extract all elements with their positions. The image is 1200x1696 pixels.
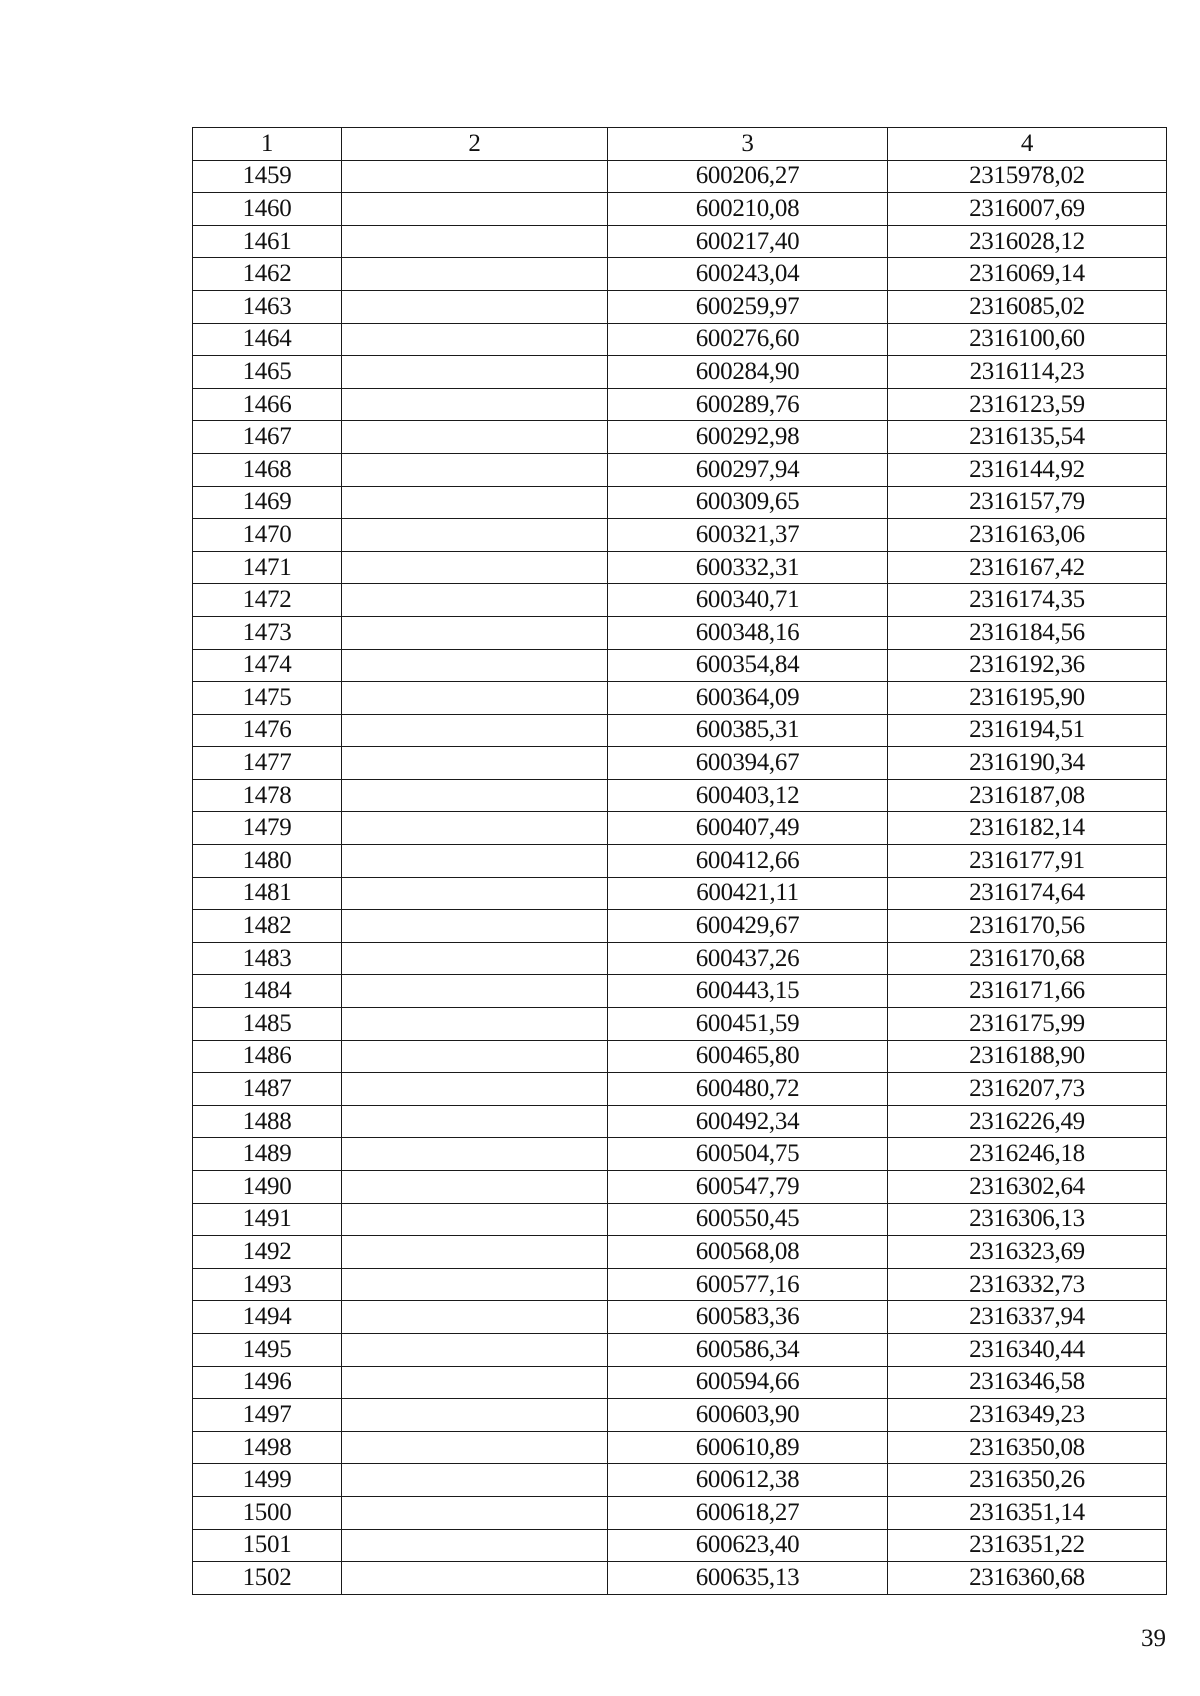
description-cell bbox=[342, 1040, 608, 1073]
point-number-cell: 1460 bbox=[193, 193, 342, 226]
description-cell bbox=[342, 1203, 608, 1236]
table-row bbox=[193, 1562, 1167, 1595]
table-row bbox=[193, 910, 1167, 943]
point-number-cell: 1498 bbox=[193, 1431, 342, 1464]
description-cell bbox=[342, 616, 608, 649]
x-coordinate-cell: 600437,26 bbox=[608, 942, 888, 975]
y-coordinate-cell: 2316175,99 bbox=[888, 1008, 1167, 1041]
y-coordinate-cell: 2316182,14 bbox=[888, 812, 1167, 845]
description-cell bbox=[342, 747, 608, 780]
y-coordinate-cell: 2316069,14 bbox=[888, 258, 1167, 291]
x-coordinate-cell: 600403,12 bbox=[608, 779, 888, 812]
description-cell bbox=[342, 812, 608, 845]
point-number-cell: 1493 bbox=[193, 1268, 342, 1301]
table-row bbox=[193, 1073, 1167, 1106]
point-number-cell: 1484 bbox=[193, 975, 342, 1008]
table-row bbox=[193, 323, 1167, 356]
description-cell bbox=[342, 1562, 608, 1595]
table-row bbox=[193, 193, 1167, 226]
description-cell bbox=[342, 845, 608, 878]
header-col-2: 2 bbox=[342, 128, 608, 161]
y-coordinate-cell: 2316346,58 bbox=[888, 1366, 1167, 1399]
table-row bbox=[193, 682, 1167, 715]
x-coordinate-cell: 600276,60 bbox=[608, 323, 888, 356]
point-number-cell: 1476 bbox=[193, 714, 342, 747]
y-coordinate-cell: 2316192,36 bbox=[888, 649, 1167, 682]
x-coordinate-cell: 600309,65 bbox=[608, 486, 888, 519]
point-number-cell: 1491 bbox=[193, 1203, 342, 1236]
table-row bbox=[193, 1105, 1167, 1138]
table-row bbox=[193, 1399, 1167, 1432]
coordinates-table bbox=[192, 127, 1167, 1595]
description-cell bbox=[342, 1268, 608, 1301]
description-cell bbox=[342, 356, 608, 389]
x-coordinate-cell: 600289,76 bbox=[608, 388, 888, 421]
point-number-cell: 1487 bbox=[193, 1073, 342, 1106]
description-cell bbox=[342, 1301, 608, 1334]
table-row bbox=[193, 551, 1167, 584]
y-coordinate-cell: 2316302,64 bbox=[888, 1171, 1167, 1204]
table-row bbox=[193, 160, 1167, 193]
table-row bbox=[193, 747, 1167, 780]
y-coordinate-cell: 2316323,69 bbox=[888, 1236, 1167, 1269]
y-coordinate-cell: 2316135,54 bbox=[888, 421, 1167, 454]
x-coordinate-cell: 600603,90 bbox=[608, 1399, 888, 1432]
point-number-cell: 1478 bbox=[193, 779, 342, 812]
y-coordinate-cell: 2316174,64 bbox=[888, 877, 1167, 910]
table-row bbox=[193, 584, 1167, 617]
point-number-cell: 1494 bbox=[193, 1301, 342, 1334]
y-coordinate-cell: 2316306,13 bbox=[888, 1203, 1167, 1236]
x-coordinate-cell: 600504,75 bbox=[608, 1138, 888, 1171]
y-coordinate-cell: 2316351,14 bbox=[888, 1496, 1167, 1529]
point-number-cell: 1470 bbox=[193, 519, 342, 552]
point-number-cell: 1482 bbox=[193, 910, 342, 943]
description-cell bbox=[342, 682, 608, 715]
x-coordinate-cell: 600451,59 bbox=[608, 1008, 888, 1041]
table-row bbox=[193, 1236, 1167, 1269]
x-coordinate-cell: 600394,67 bbox=[608, 747, 888, 780]
point-number-cell: 1488 bbox=[193, 1105, 342, 1138]
point-number-cell: 1477 bbox=[193, 747, 342, 780]
table-body bbox=[193, 160, 1167, 1594]
x-coordinate-cell: 600210,08 bbox=[608, 193, 888, 226]
table-row bbox=[193, 812, 1167, 845]
y-coordinate-cell: 2316226,49 bbox=[888, 1105, 1167, 1138]
x-coordinate-cell: 600612,38 bbox=[608, 1464, 888, 1497]
y-coordinate-cell: 2315978,02 bbox=[888, 160, 1167, 193]
description-cell bbox=[342, 714, 608, 747]
y-coordinate-cell: 2316195,90 bbox=[888, 682, 1167, 715]
table-row bbox=[193, 1333, 1167, 1366]
table-row bbox=[193, 1366, 1167, 1399]
x-coordinate-cell: 600340,71 bbox=[608, 584, 888, 617]
table-row bbox=[193, 877, 1167, 910]
point-number-cell: 1483 bbox=[193, 942, 342, 975]
description-cell bbox=[342, 1008, 608, 1041]
point-number-cell: 1500 bbox=[193, 1496, 342, 1529]
description-cell bbox=[342, 453, 608, 486]
description-cell bbox=[342, 649, 608, 682]
x-coordinate-cell: 600364,09 bbox=[608, 682, 888, 715]
x-coordinate-cell: 600623,40 bbox=[608, 1529, 888, 1562]
description-cell bbox=[342, 421, 608, 454]
y-coordinate-cell: 2316188,90 bbox=[888, 1040, 1167, 1073]
table-row bbox=[193, 1138, 1167, 1171]
point-number-cell: 1475 bbox=[193, 682, 342, 715]
point-number-cell: 1496 bbox=[193, 1366, 342, 1399]
point-number-cell: 1489 bbox=[193, 1138, 342, 1171]
point-number-cell: 1495 bbox=[193, 1333, 342, 1366]
y-coordinate-cell: 2316332,73 bbox=[888, 1268, 1167, 1301]
point-number-cell: 1492 bbox=[193, 1236, 342, 1269]
point-number-cell: 1468 bbox=[193, 453, 342, 486]
y-coordinate-cell: 2316100,60 bbox=[888, 323, 1167, 356]
point-number-cell: 1472 bbox=[193, 584, 342, 617]
y-coordinate-cell: 2316167,42 bbox=[888, 551, 1167, 584]
point-number-cell: 1499 bbox=[193, 1464, 342, 1497]
y-coordinate-cell: 2316177,91 bbox=[888, 845, 1167, 878]
x-coordinate-cell: 600586,34 bbox=[608, 1333, 888, 1366]
table-row bbox=[193, 1008, 1167, 1041]
description-cell bbox=[342, 1464, 608, 1497]
x-coordinate-cell: 600321,37 bbox=[608, 519, 888, 552]
table-header bbox=[193, 128, 1167, 161]
x-coordinate-cell: 600297,94 bbox=[608, 453, 888, 486]
x-coordinate-cell: 600480,72 bbox=[608, 1073, 888, 1106]
description-cell bbox=[342, 584, 608, 617]
x-coordinate-cell: 600421,11 bbox=[608, 877, 888, 910]
y-coordinate-cell: 2316171,66 bbox=[888, 975, 1167, 1008]
point-number-cell: 1474 bbox=[193, 649, 342, 682]
x-coordinate-cell: 600550,45 bbox=[608, 1203, 888, 1236]
x-coordinate-cell: 600354,84 bbox=[608, 649, 888, 682]
point-number-cell: 1480 bbox=[193, 845, 342, 878]
table-row bbox=[193, 486, 1167, 519]
x-coordinate-cell: 600348,16 bbox=[608, 616, 888, 649]
table-row bbox=[193, 714, 1167, 747]
table-row bbox=[193, 453, 1167, 486]
y-coordinate-cell: 2316163,06 bbox=[888, 519, 1167, 552]
table-row bbox=[193, 616, 1167, 649]
x-coordinate-cell: 600492,34 bbox=[608, 1105, 888, 1138]
description-cell bbox=[342, 258, 608, 291]
x-coordinate-cell: 600412,66 bbox=[608, 845, 888, 878]
y-coordinate-cell: 2316144,92 bbox=[888, 453, 1167, 486]
x-coordinate-cell: 600583,36 bbox=[608, 1301, 888, 1334]
y-coordinate-cell: 2316350,26 bbox=[888, 1464, 1167, 1497]
description-cell bbox=[342, 225, 608, 258]
point-number-cell: 1459 bbox=[193, 160, 342, 193]
y-coordinate-cell: 2316360,68 bbox=[888, 1562, 1167, 1595]
table-row bbox=[193, 519, 1167, 552]
y-coordinate-cell: 2316351,22 bbox=[888, 1529, 1167, 1562]
table-row bbox=[193, 779, 1167, 812]
x-coordinate-cell: 600635,13 bbox=[608, 1562, 888, 1595]
point-number-cell: 1465 bbox=[193, 356, 342, 389]
description-cell bbox=[342, 1529, 608, 1562]
header-row bbox=[193, 128, 1167, 161]
y-coordinate-cell: 2316007,69 bbox=[888, 193, 1167, 226]
x-coordinate-cell: 600243,04 bbox=[608, 258, 888, 291]
header-col-4: 4 bbox=[888, 128, 1167, 161]
description-cell bbox=[342, 388, 608, 421]
table-row bbox=[193, 1203, 1167, 1236]
table-row bbox=[193, 1268, 1167, 1301]
point-number-cell: 1471 bbox=[193, 551, 342, 584]
x-coordinate-cell: 600332,31 bbox=[608, 551, 888, 584]
point-number-cell: 1467 bbox=[193, 421, 342, 454]
point-number-cell: 1481 bbox=[193, 877, 342, 910]
y-coordinate-cell: 2316350,08 bbox=[888, 1431, 1167, 1464]
table-row bbox=[193, 356, 1167, 389]
x-coordinate-cell: 600465,80 bbox=[608, 1040, 888, 1073]
x-coordinate-cell: 600568,08 bbox=[608, 1236, 888, 1269]
y-coordinate-cell: 2316157,79 bbox=[888, 486, 1167, 519]
x-coordinate-cell: 600407,49 bbox=[608, 812, 888, 845]
y-coordinate-cell: 2316246,18 bbox=[888, 1138, 1167, 1171]
x-coordinate-cell: 600610,89 bbox=[608, 1431, 888, 1464]
point-number-cell: 1485 bbox=[193, 1008, 342, 1041]
table-row bbox=[193, 1301, 1167, 1334]
y-coordinate-cell: 2316184,56 bbox=[888, 616, 1167, 649]
x-coordinate-cell: 600385,31 bbox=[608, 714, 888, 747]
page-number: 39 bbox=[1141, 1625, 1166, 1652]
table-row bbox=[193, 1431, 1167, 1464]
table-row bbox=[193, 1040, 1167, 1073]
table-row bbox=[193, 421, 1167, 454]
x-coordinate-cell: 600206,27 bbox=[608, 160, 888, 193]
x-coordinate-cell: 600217,40 bbox=[608, 225, 888, 258]
description-cell bbox=[342, 160, 608, 193]
description-cell bbox=[342, 1431, 608, 1464]
x-coordinate-cell: 600284,90 bbox=[608, 356, 888, 389]
x-coordinate-cell: 600443,15 bbox=[608, 975, 888, 1008]
point-number-cell: 1473 bbox=[193, 616, 342, 649]
y-coordinate-cell: 2316170,56 bbox=[888, 910, 1167, 943]
y-coordinate-cell: 2316190,34 bbox=[888, 747, 1167, 780]
point-number-cell: 1463 bbox=[193, 290, 342, 323]
description-cell bbox=[342, 975, 608, 1008]
table-row bbox=[193, 1171, 1167, 1204]
description-cell bbox=[342, 910, 608, 943]
table-row bbox=[193, 1529, 1167, 1562]
point-number-cell: 1466 bbox=[193, 388, 342, 421]
description-cell bbox=[342, 1236, 608, 1269]
y-coordinate-cell: 2316340,44 bbox=[888, 1333, 1167, 1366]
description-cell bbox=[342, 519, 608, 552]
point-number-cell: 1462 bbox=[193, 258, 342, 291]
point-number-cell: 1469 bbox=[193, 486, 342, 519]
x-coordinate-cell: 600618,27 bbox=[608, 1496, 888, 1529]
table-row bbox=[193, 290, 1167, 323]
point-number-cell: 1501 bbox=[193, 1529, 342, 1562]
table-row bbox=[193, 942, 1167, 975]
description-cell bbox=[342, 1333, 608, 1366]
y-coordinate-cell: 2316123,59 bbox=[888, 388, 1167, 421]
point-number-cell: 1461 bbox=[193, 225, 342, 258]
y-coordinate-cell: 2316170,68 bbox=[888, 942, 1167, 975]
y-coordinate-cell: 2316194,51 bbox=[888, 714, 1167, 747]
table-row bbox=[193, 1464, 1167, 1497]
description-cell bbox=[342, 1496, 608, 1529]
point-number-cell: 1464 bbox=[193, 323, 342, 356]
description-cell bbox=[342, 877, 608, 910]
description-cell bbox=[342, 779, 608, 812]
description-cell bbox=[342, 551, 608, 584]
description-cell bbox=[342, 1138, 608, 1171]
x-coordinate-cell: 600292,98 bbox=[608, 421, 888, 454]
description-cell bbox=[342, 1171, 608, 1204]
x-coordinate-cell: 600577,16 bbox=[608, 1268, 888, 1301]
y-coordinate-cell: 2316337,94 bbox=[888, 1301, 1167, 1334]
description-cell bbox=[342, 942, 608, 975]
table-row bbox=[193, 1496, 1167, 1529]
description-cell bbox=[342, 486, 608, 519]
y-coordinate-cell: 2316349,23 bbox=[888, 1399, 1167, 1432]
description-cell bbox=[342, 1366, 608, 1399]
description-cell bbox=[342, 290, 608, 323]
point-number-cell: 1502 bbox=[193, 1562, 342, 1595]
x-coordinate-cell: 600259,97 bbox=[608, 290, 888, 323]
description-cell bbox=[342, 323, 608, 356]
table-row bbox=[193, 225, 1167, 258]
y-coordinate-cell: 2316174,35 bbox=[888, 584, 1167, 617]
header-col-1: 1 bbox=[193, 128, 342, 161]
description-cell bbox=[342, 1073, 608, 1106]
header-col-3: 3 bbox=[608, 128, 888, 161]
point-number-cell: 1479 bbox=[193, 812, 342, 845]
x-coordinate-cell: 600547,79 bbox=[608, 1171, 888, 1204]
y-coordinate-cell: 2316028,12 bbox=[888, 225, 1167, 258]
x-coordinate-cell: 600429,67 bbox=[608, 910, 888, 943]
point-number-cell: 1490 bbox=[193, 1171, 342, 1204]
x-coordinate-cell: 600594,66 bbox=[608, 1366, 888, 1399]
description-cell bbox=[342, 193, 608, 226]
point-number-cell: 1497 bbox=[193, 1399, 342, 1432]
y-coordinate-cell: 2316207,73 bbox=[888, 1073, 1167, 1106]
table-row bbox=[193, 649, 1167, 682]
table-row bbox=[193, 845, 1167, 878]
y-coordinate-cell: 2316187,08 bbox=[888, 779, 1167, 812]
point-number-cell: 1486 bbox=[193, 1040, 342, 1073]
y-coordinate-cell: 2316085,02 bbox=[888, 290, 1167, 323]
y-coordinate-cell: 2316114,23 bbox=[888, 356, 1167, 389]
table-row bbox=[193, 388, 1167, 421]
table-row bbox=[193, 975, 1167, 1008]
description-cell bbox=[342, 1105, 608, 1138]
table-row bbox=[193, 258, 1167, 291]
description-cell bbox=[342, 1399, 608, 1432]
